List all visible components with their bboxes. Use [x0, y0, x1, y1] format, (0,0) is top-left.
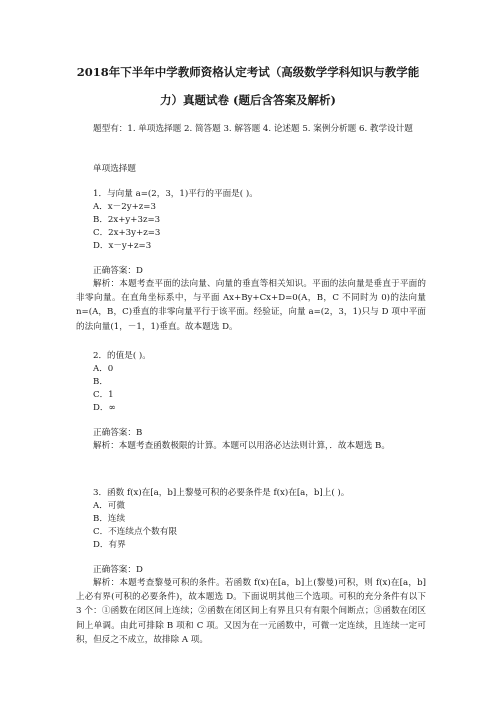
q2-option-b: B． — [93, 377, 108, 387]
section-heading: 单项选择题 — [93, 164, 136, 174]
q1-option-c: C．2x+3y+z=3 — [93, 228, 161, 238]
document-title-line-2: 力）真题试卷 (题后含答案及解析) — [160, 93, 336, 107]
q1-option-a: A．x－2y+z=3 — [93, 202, 156, 212]
q1-analysis: 解析：本题考查平面的法向量、向量的垂直等相关知识。平面的法向量是垂直于平面的非零向量。在直角坐标系中，与平面 Ax+By+Cx+D=0(A，B，C 不同时为 0)的法向量 n=(A，B，C)垂直的非零向量平行于该平面。经验证，向量 a=(2，3，1)只与 D 项中平面的法向量(1，－1，1)垂直。故本题选 D。 — [76, 279, 426, 332]
q3-option-c: C．不连续点个数有限 — [93, 527, 177, 537]
q1-option-d: D．x－y+z=3 — [93, 241, 152, 251]
q2-option-c: C．1 — [93, 390, 114, 400]
q3-option-b: B．连续 — [93, 514, 126, 524]
q2-answer: 正确答案：B — [93, 428, 143, 438]
q3-answer: 正确答案：D — [93, 565, 143, 575]
q2-stem: 2．的值是( )。 — [93, 351, 151, 361]
q2-option-a: A．0 — [93, 364, 114, 374]
q2-analysis: 解析：本题考查函数极限的计算。本题可以用洛必达法则计算，．故本题选 B。 — [93, 441, 390, 451]
q3-analysis: 解析：本题考查黎曼可积的条件。若函数 f(x)在[a，b]上(黎曼)可积，则 f(x)在[a，b]上必有界(可积的必要条件)，故本题选 D。下面说明其他三个选项。可积的充分条件有以下 3 个：①函数在闭区间上连续；②函数在闭区间上有界且只有有限个间断点；③函数在闭区间上单调。由此可排除 B 项和 C 项。又因为在一元函数中，可微一定连续，且连续一定可积，但反之不成立，故排除 A 项。 — [76, 578, 426, 645]
q1-answer: 正确答案：D — [93, 266, 143, 276]
q1-stem: 1．与向量 a=(2，3，1)平行的平面是( )。 — [93, 189, 258, 199]
question-types-line: 题型有：1. 单项选择题 2. 简答题 3. 解答题 4. 论述题 5. 案例分析题 6. 教学设计题 — [93, 124, 413, 134]
q2-option-d: D．∞ — [93, 403, 116, 413]
q3-option-d: D．有界 — [93, 540, 126, 550]
q1-option-b: B．2x+y+3z=3 — [93, 215, 161, 225]
document-title-line-1: 2018年下半年中学教师资格认定考试（高级数学学科知识与教学能 — [76, 65, 420, 79]
q3-option-a: A．可微 — [93, 501, 125, 511]
q3-stem: 3．函数 f(x)在[a，b]上黎曼可积的必要条件是 f(x)在[a，b]上( )。 — [93, 488, 350, 498]
